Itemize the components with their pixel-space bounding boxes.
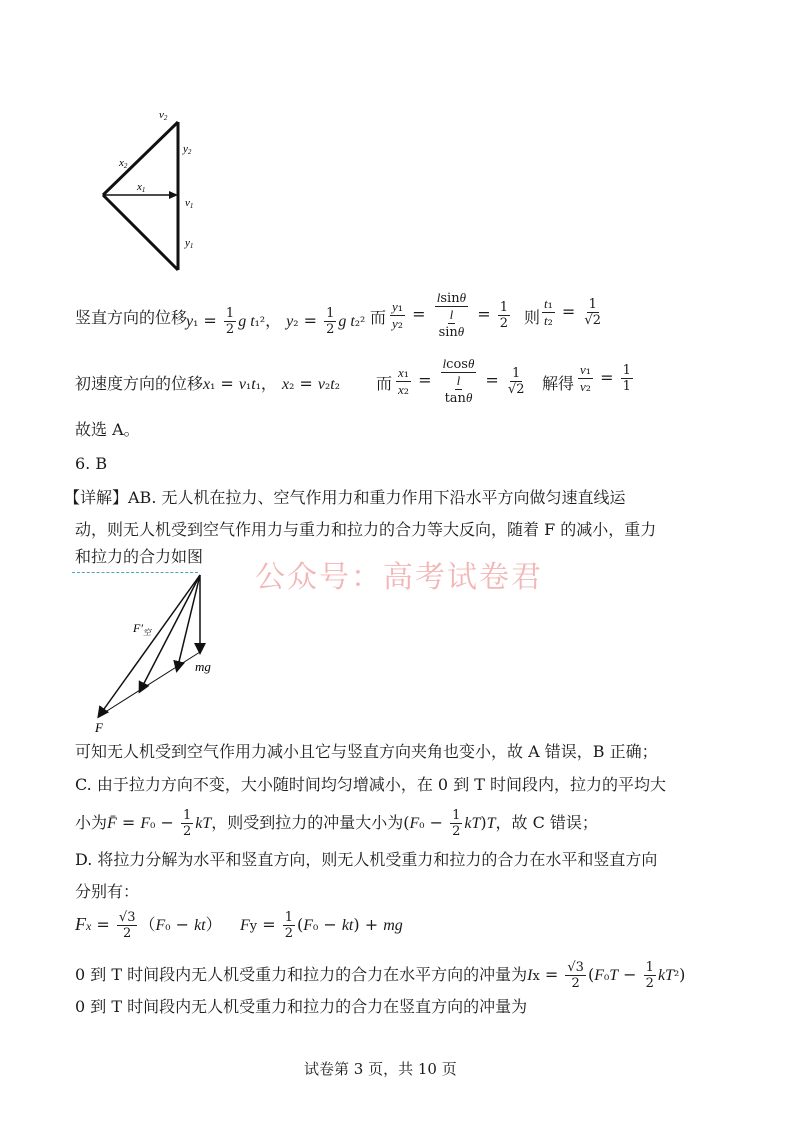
label-y2: y2 xyxy=(183,143,192,156)
answer-a: 故选 A。 xyxy=(75,420,140,439)
detail-line-1: 【详解】AB. 无人机在拉力、空气作用力和重力作用下沿水平方向做匀速直线运 xyxy=(64,488,626,507)
ratio-t-prefix: 则 xyxy=(524,308,541,327)
label-v2: v2 xyxy=(159,109,168,122)
option-c-line-1: C. 由于拉力方向不变，大小随时间均匀增减小，在 0 到 T 时间段内，拉力的平均大 xyxy=(75,775,667,794)
label-mg: mg xyxy=(195,659,211,674)
initial-displacement-label: 初速度方向的位移 xyxy=(75,374,204,393)
c-text-c: ，故 C 错误； xyxy=(495,813,598,832)
f-base-line xyxy=(99,652,200,716)
ratio-v-formula: $\frac{\text{v₁}}{\text{v₂}}$ = $\frac{1}{1}$ xyxy=(580,362,631,395)
conclusion-ab: 可知无人机受到空气作用力减小且它与竖直方向夹角也变小，故 A 错误，B 正确； xyxy=(75,742,658,761)
ratio-y-prefix: 而 xyxy=(370,308,387,327)
label-x1: x1 xyxy=(137,181,146,194)
y1-formula: y₁ = $\frac{1}{2}$ g t₁²， y₂ = $\frac{1}{2}$ g t₂² xyxy=(186,306,366,337)
force-vector-diagram xyxy=(85,566,225,736)
option-c-line-2: 小为F̄ = F₀ − $\frac{1}{2}$ kT，则受到拉力的冲量大小为(F₀ − $\frac{1}{2}$ kT)T，故 C 错误； xyxy=(75,808,598,839)
label-f-air: $F'_空$ xyxy=(133,621,151,637)
x-formula: x₁ = v₁t₁， x₂ = v₂t₂ xyxy=(203,374,340,393)
watermark: 公众号：高考试卷君 xyxy=(255,560,543,595)
question-6-answer: 6. B xyxy=(75,454,108,473)
impulse-x-line: 0 到 T 时间段内无人机受重力和拉力的合力在水平方向的冲量为Ix = $\frac{√3}{2}$ (F₀T − $\frac{1}{2}$ kT²) xyxy=(75,960,686,991)
label-y1: y1 xyxy=(185,237,194,250)
f-vector xyxy=(99,575,200,716)
label-f: F xyxy=(95,720,103,735)
resultant-vector-1 xyxy=(177,575,200,670)
c-text-a: 小为 xyxy=(75,813,108,832)
ratio-y-formula: $\frac{\text{y₁}}{\text{y₂}}$ = $\frac{lsin\theta}{\frac{l}{\sin\theta}}$ = $\frac{1}{2}$ xyxy=(392,290,509,340)
vertical-displacement-label: 竖直方向的位移 xyxy=(75,308,188,327)
lower-line xyxy=(103,195,178,270)
impulse-y-line: 0 到 T 时间段内无人机受重力和拉力的合力在竖直方向的冲量为 xyxy=(75,997,528,1016)
fy-formula: Fy = $\frac{1}{2}$ (F₀ − kt) + mg xyxy=(240,910,403,941)
solve-prefix: 解得 xyxy=(542,374,575,393)
ratio-x-formula: $\frac{\text{x₁}}{\text{x₂}}$ = $\frac{lcos\theta}{\frac{l}{\tan\theta}}$ = $\frac{1}{√2}$ xyxy=(398,356,525,406)
option-d-line-1: D. 将拉力分解为水平和竖直方向，则无人机受重力和拉力的合力在水平和竖直方向 xyxy=(75,850,658,869)
page-footer: 试卷第 3 页，共 10 页 xyxy=(304,1060,457,1078)
label-v1: v1 xyxy=(185,197,194,210)
triangle-displacement-diagram xyxy=(95,100,215,280)
detail-line-3: 和拉力的合力如图 xyxy=(75,547,204,566)
c-text-b: ，则受到拉力的冲量大小为 xyxy=(211,813,404,832)
ratio-x-prefix: 而 xyxy=(376,374,393,393)
fx-formula: Fx = $\frac{√3}{2}$ （F₀ − kt） xyxy=(75,910,222,941)
option-d-line-2: 分别有： xyxy=(75,882,140,901)
impulse-x-text: 0 到 T 时间段内无人机受重力和拉力的合力在水平方向的冲量为 xyxy=(75,965,528,984)
label-x2: x2 xyxy=(119,157,128,170)
detail-line-2: 动，则无人机受到空气作用力与重力和拉力的合力等大反向，随着 F 的减小，重力 xyxy=(75,520,657,539)
ratio-t-formula: $\frac{\text{t₁}}{\text{t₂}}$ = $\frac{1}{√2}$ xyxy=(544,296,601,329)
